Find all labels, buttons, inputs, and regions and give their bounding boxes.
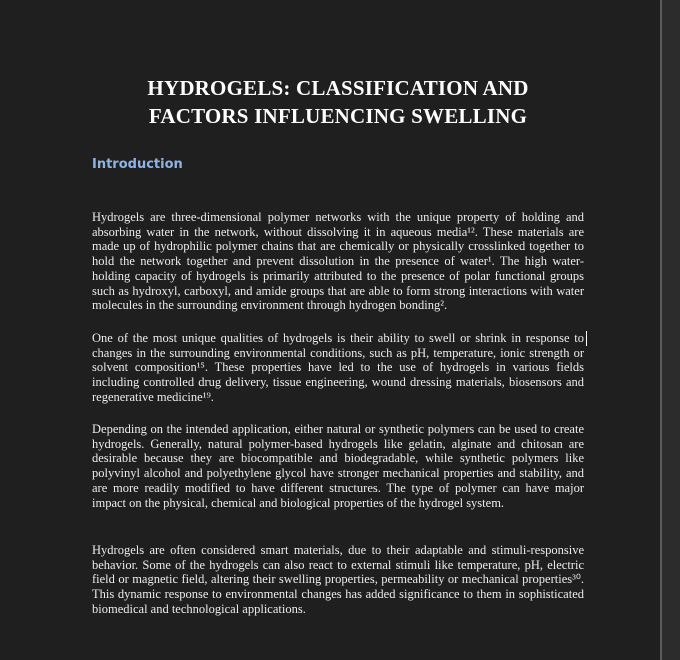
text-cursor xyxy=(586,331,587,346)
title-line-2: FACTORS INFLUENCING SWELLING xyxy=(148,104,528,128)
paragraph: Hydrogels are often considered smart materials, due to their adaptable and stimuli-responsive behavior. Some of the hydrogels can also react to external stimuli like temperature, pH, electric field or magnetic field, altering their swelling properties, permeability or mechanical properties³⁰. This dynamic response to environmental changes has added significance to them in sophisticated biomedical and technological applications. xyxy=(92,543,584,616)
document-title xyxy=(92,74,584,130)
scrollbar-divider xyxy=(660,0,662,660)
paragraph: Hydrogels are three-dimensional polymer networks with the unique property of holding and absorbing water in the network, without dissolving it in aqueous media¹². These materials are made up of hydrophilic polymer chains that are chemically or physically crosslinked together to hold the network together and prevent dissolution in the presence of water¹. The high water-holding capacity of hydrogels is primarily attributed to the presence of polar functional groups such as hydroxyl, carboxyl, and amide groups that are able to form strong interactions with water molecules in the surrounding environment through hydrogen bonding². xyxy=(92,210,584,313)
section-heading: Introduction xyxy=(92,157,183,172)
title-line-1: HYDROGELS: CLASSIFICATION AND xyxy=(147,76,529,100)
paragraph: Depending on the intended application, either natural or synthetic polymers can be used to create hydrogels. Generally, natural polymer-based hydrogels like gelatin, alginate and chitosan are desirable because they are biocompatible and biodegradable, while synthetic polymers like polyvinyl alcohol and polyethylene glycol have stronger mechanical properties and stability, and are more readily modified to have different structures. The type of polymer can have major impact on the physical, chemical and biological properties of the hydrogel system. xyxy=(92,422,584,510)
paragraph: One of the most unique qualities of hydrogels is their ability to swell or shrink in response to changes in the surrounding environmental conditions, such as pH, temperature, ionic strength or solvent composition¹⁵. These properties have led to the use of hydrogels in various fields including controlled drug delivery, tissue engineering, wound dressing materials, biosensors and regenerative medicine¹⁹. xyxy=(92,331,584,404)
vertical-scrollbar[interactable] xyxy=(660,0,680,660)
